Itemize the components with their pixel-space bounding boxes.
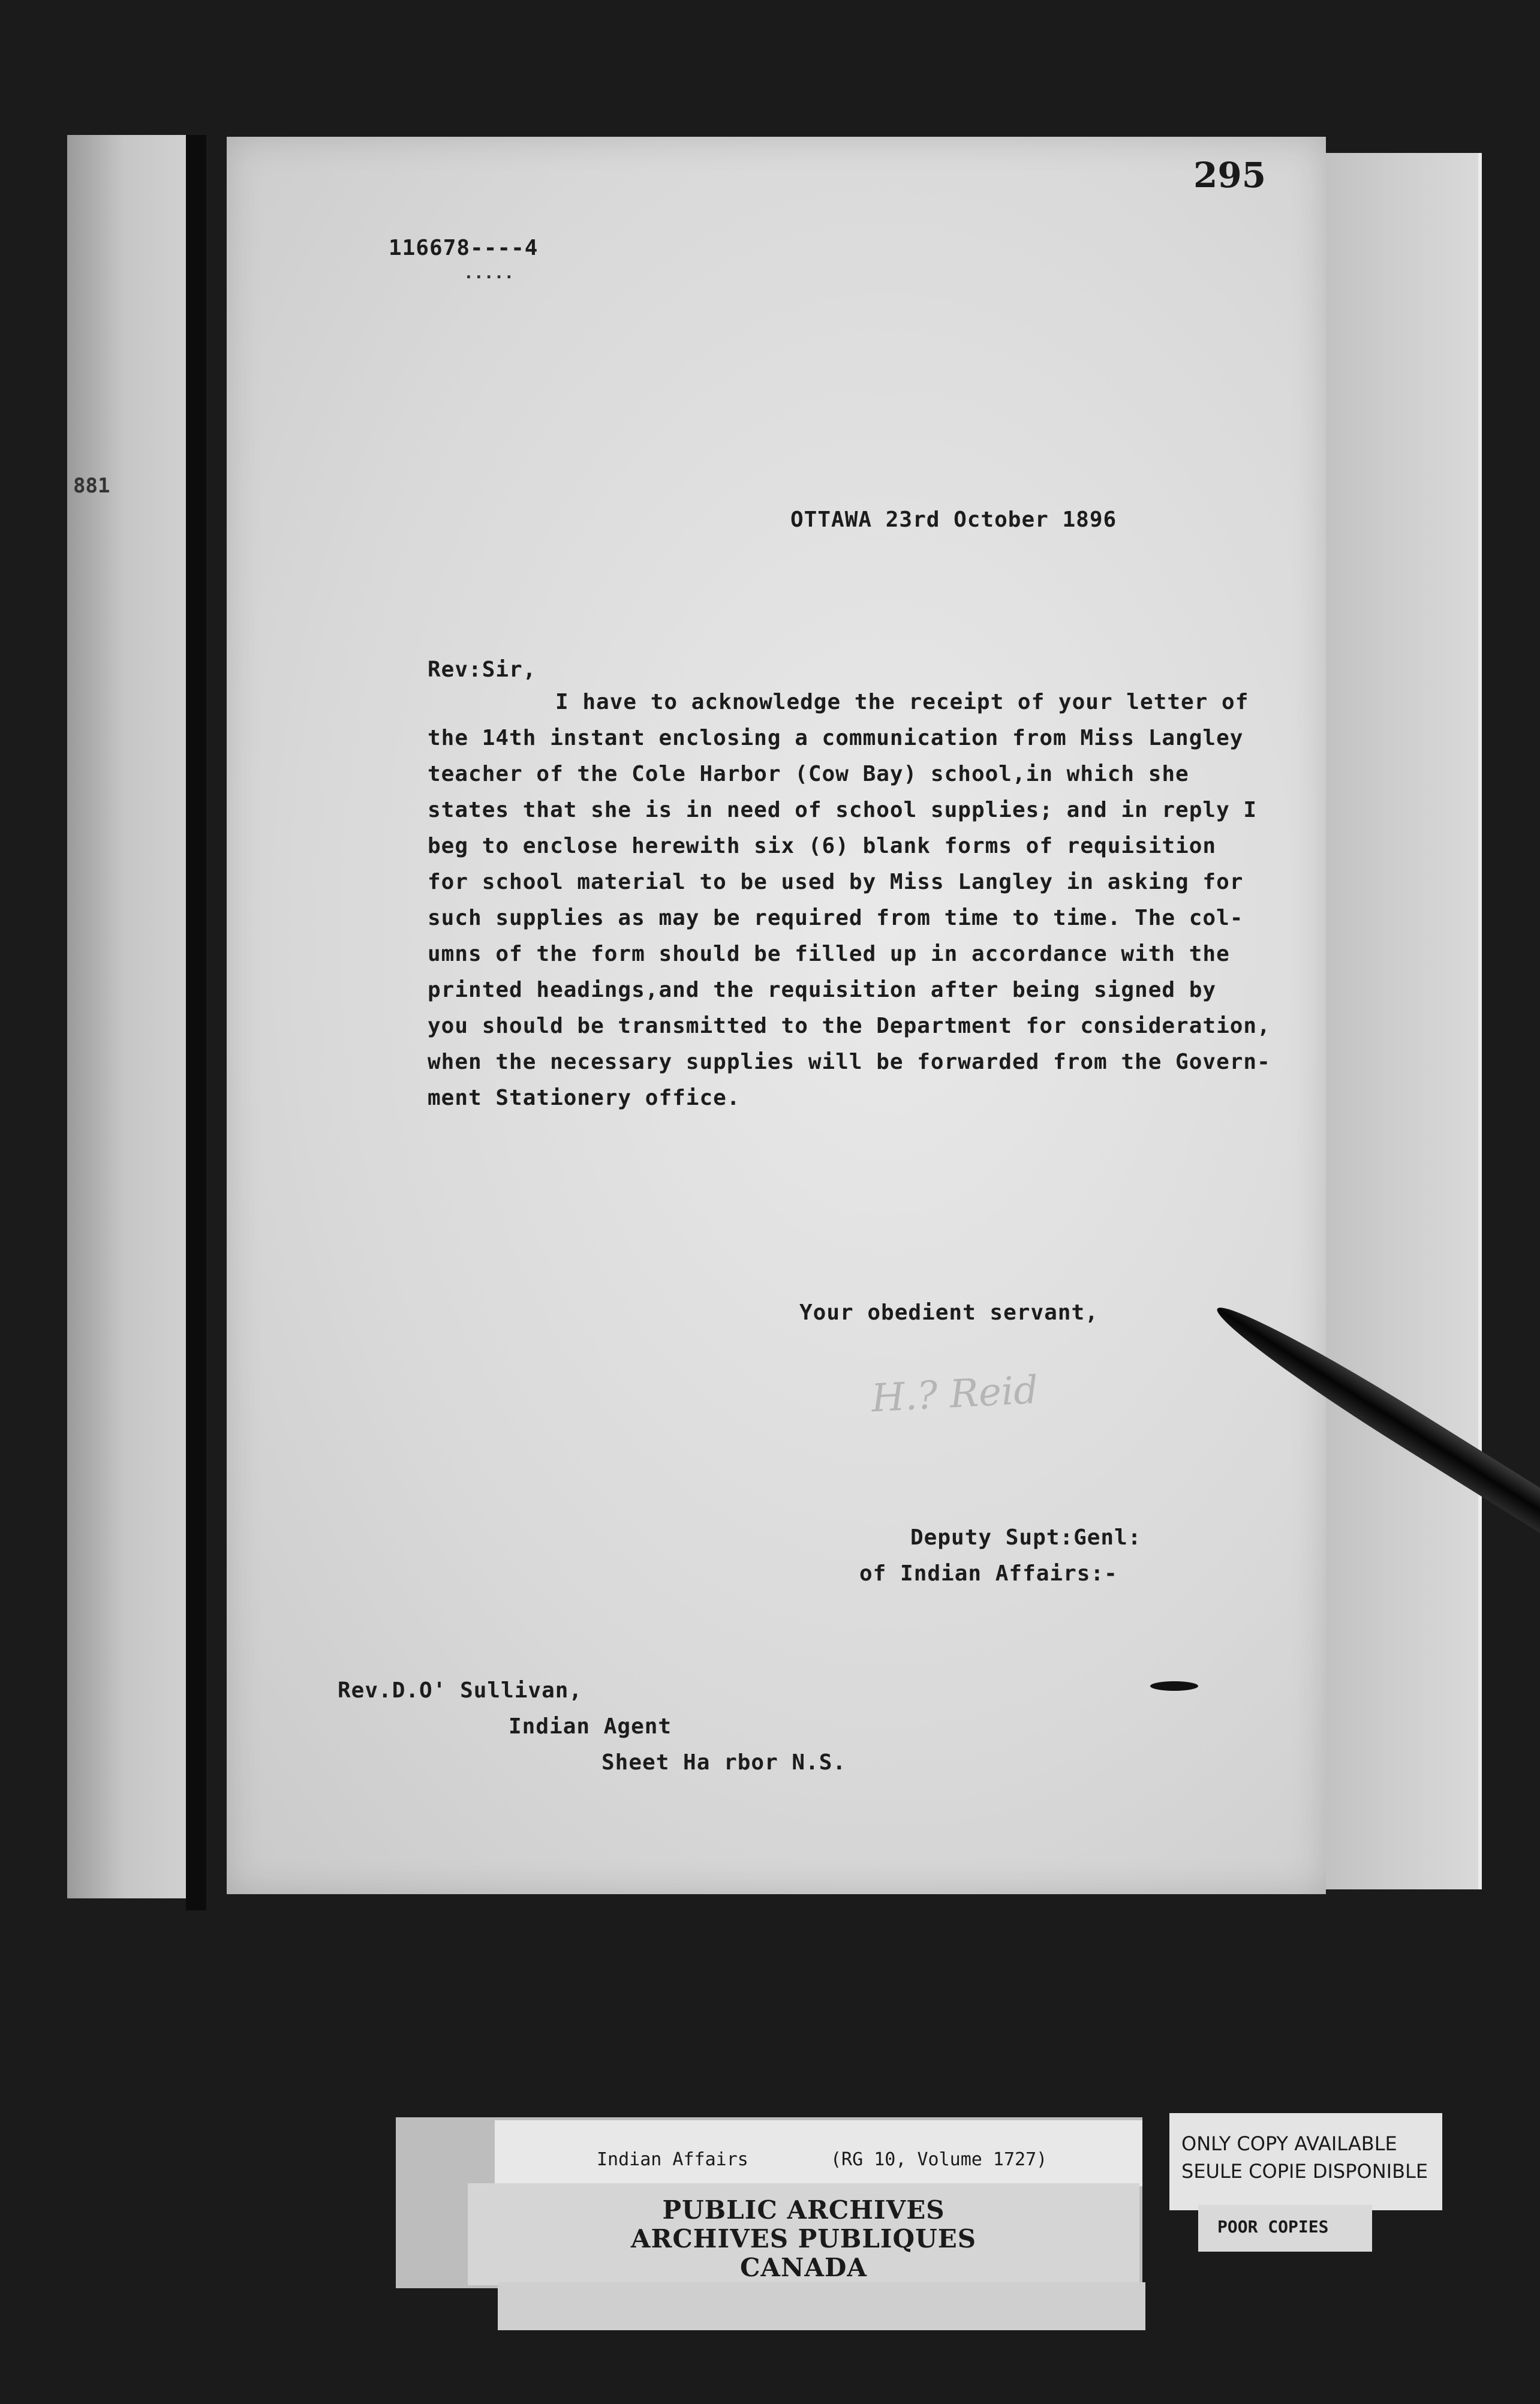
- recipient-name: Rev.D.O' Sullivan,: [338, 1678, 583, 1703]
- archives-line-3: CANADA: [739, 2253, 867, 2282]
- body-line: such supplies as may be required from time to time. The col-: [428, 906, 1244, 930]
- signatory-department: of Indian Affairs:-: [859, 1561, 1118, 1586]
- archives-line-2: ARCHIVES PUBLIQUES: [630, 2224, 977, 2253]
- copy-notice: [1169, 2113, 1442, 2210]
- recipient-role: Indian Agent: [509, 1714, 672, 1739]
- salutation: Rev:Sir,: [428, 657, 537, 682]
- side-mark: 881: [73, 474, 110, 498]
- body-line: the 14th instant enclosing a communication from Miss Langley: [428, 726, 1244, 750]
- letter-page: [227, 137, 1326, 1894]
- body-line: teacher of the Cole Harbor (Cow Bay) school,in which she: [428, 762, 1189, 786]
- body-line: umns of the form should be filled up in accordance with the: [428, 942, 1230, 966]
- poor-copies-text: POOR COPIES: [1217, 2217, 1329, 2237]
- body-line: beg to enclose herewith six (6) blank forms of requisition: [428, 834, 1217, 858]
- archives-line-1: PUBLIC ARCHIVES: [662, 2195, 945, 2225]
- dateline: OTTAWA 23rd October 1896: [790, 507, 1117, 532]
- closing: Your obedient servant,: [799, 1300, 1099, 1325]
- body-line: when the necessary supplies will be forwarded from the Govern-: [428, 1050, 1271, 1074]
- recipient-place: Sheet Ha rbor N.S.: [601, 1750, 847, 1775]
- body-line: for school material to be used by Miss Langley in asking for: [428, 870, 1244, 894]
- body-line: I have to acknowledge the receipt of your letter of: [555, 690, 1249, 714]
- body-line: printed headings,and the requisition after being signed by: [428, 978, 1217, 1002]
- reference-dots: .....: [464, 263, 515, 283]
- signature: H.? Reid: [870, 1368, 1040, 1422]
- poor-copies-tag: [1198, 2205, 1372, 2252]
- copy-notice-en: ONLY COPY AVAILABLE: [1181, 2132, 1397, 2155]
- adjacent-page-edge: [67, 135, 194, 1898]
- file-reference: 116678----4: [389, 236, 539, 260]
- binding-spine: [186, 135, 206, 1910]
- body-line: you should be transmitted to the Department for consideration,: [428, 1014, 1271, 1038]
- collection-name: Indian Affairs: [597, 2149, 748, 2170]
- body-line: states that she is in need of school supplies; and in reply I: [428, 798, 1258, 822]
- signatory-title: Deputy Supt:Genl:: [910, 1525, 1142, 1550]
- page-number: 295: [1193, 155, 1267, 196]
- volume-reference: (RG 10, Volume 1727): [831, 2149, 1048, 2170]
- archives-stamp: [468, 2183, 1139, 2285]
- ink-smudge: [1150, 1681, 1198, 1691]
- copy-notice-fr: SEULE COPIE DISPONIBLE: [1181, 2160, 1428, 2183]
- collection-label: [495, 2120, 1142, 2186]
- body-line: ment Stationery office.: [428, 1086, 741, 1110]
- label-bottom-strip: [498, 2282, 1145, 2330]
